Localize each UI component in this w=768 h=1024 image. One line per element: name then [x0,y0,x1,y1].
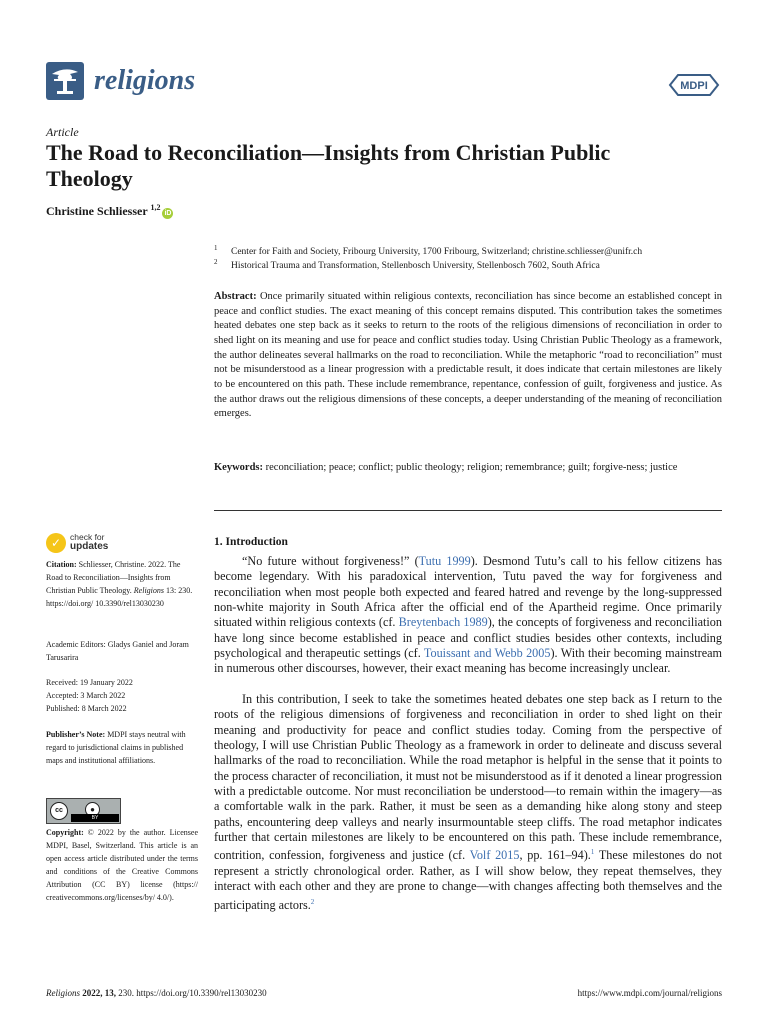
date-accepted: Accepted: 3 March 2022 [46,691,126,700]
footnote-link[interactable]: 1 [590,848,595,857]
author-name[interactable]: Christine Schliesser [46,204,148,218]
body-paragraph [214,554,722,677]
footer-doi[interactable]: 230. https://doi.org/10.3390/rel13030230 [118,988,267,998]
affiliation-text: Historical Trauma and Transformation, Stellenbosch University, Stellenbosch 7602, South Africa [231,261,600,271]
citation-link[interactable]: Touissant and Webb 2005 [423,646,551,661]
cc-by-label: BY [71,814,119,822]
body-paragraph [214,692,722,913]
keywords-text: reconciliation; peace; conflict; public theology; religion; remembrance; guilt; forgive-ness; justice [265,462,678,473]
keywords-label: Keywords: [214,462,263,473]
cc-icon: cc [50,802,68,820]
paragraph-text: ), the concepts of forgiveness and reconciliation have long since become established in peace and conflict studies besides other contexts, including psychological and therapeutic settings (cf. [214,615,722,661]
affiliation-text: Center for Faith and Society, Fribourg University, 1700 Fribourg, Switzerland; christine.schliesser@unifr.ch [231,247,643,257]
publisher-note [46,728,198,767]
journal-name: religions [94,65,196,96]
affiliation-number: 1 [214,244,218,252]
copyright-text: © 2022 by the author. Licensee MDPI, Basel, Switzerland. This article is an open access article distributed under the terms and conditions of the Creative Commons Attribution (CC BY) license (https:// creativecommons.org/licenses/by/ 4.0/). [46,828,199,902]
publisher-logo[interactable] [668,73,720,97]
citation-journal: Religions [133,586,164,595]
citation-link[interactable]: Breytenbach 1989 [398,615,488,630]
citation-text: Schliesser, Christine. 2022. The Road to Reconciliation—Insights from Christian Public Theology. [46,560,181,595]
citation-block [46,558,198,610]
publisher-name: MDPI [680,80,708,92]
date-published: Published: 8 March 2022 [46,704,127,713]
footnote-link[interactable]: 2 [310,897,315,906]
citation-doi[interactable]: 13: 230. https://doi.org/ 10.3390/rel13030230 [46,586,193,608]
copyright-label: Copyright: [46,828,84,837]
paragraph-text: These milestones do not represent a strictly chronological order. Rather, as I will show below, they repeat themselves, they interact with each other and they are prone to change—with changes affecting both themselves and the participating actors. [214,848,722,912]
check-updates-line1: check for [70,532,105,542]
footer-year-volume: 2022, 13, [82,988,116,998]
affiliation-number: 2 [214,258,218,266]
paragraph-text: , pp. 161–94). [519,848,591,863]
dove-chalice-icon [46,62,84,100]
abstract-text: Once primarily situated within religious contexts, reconciliation has since become an established concept in peace and conflict studies. The exact meaning of this concept remains disputed. This contribution takes the sometimes heated debates one step back as it seeks to return to the roots of the religious dimensions of reconciliation in order to shed light on its meaning and use for peace and conflict studies today. Using Christian Public Theology as a framework, the author delineates several hallmarks on the road to reconciliation. While the metaphoric “road to reconciliation” must not be misunderstood as a linear progression with a predictable result, it does indicate that certain milestones are likely to be encountered on this path. These include remembrance, repentance, confession of guilt, forgiveness and justice. As the author draws out the religious dimensions of these concepts, a deeper understanding of the meaning of reconciliation emerges. [214,291,723,420]
check-for-updates-button[interactable] [46,532,146,554]
check-updates-line2: updates [70,541,109,552]
citation-link[interactable]: Tutu 1999 [418,554,471,568]
footer-journal: Religions [46,988,80,998]
paragraph-text: “No future without forgiveness!” ( [242,554,419,568]
date-received: Received: 19 January 2022 [46,678,133,687]
footer-citation [46,988,267,998]
publisher-note-text: MDPI stays neutral with regard to jurisdictional claims in published maps and institutional affiliations. [46,730,186,765]
attribution-person-icon: ● [85,802,100,817]
section-heading: 1. Introduction [214,536,288,548]
page-title: The Road to Reconciliation—Insights from Christian Public Theology [46,140,611,191]
article-type: Article [46,125,79,139]
publisher-note-label: Publisher’s Note: [46,730,106,739]
cc-by-license-badge[interactable] [46,798,121,824]
footer-journal-url[interactable]: https://www.mdpi.com/journal/religions [577,988,722,998]
abstract [214,290,722,422]
author-line [46,203,173,219]
paragraph-text: In this contribution, I seek to take the sometimes heated debates one step back as I return to the roots of the religious dimensions of forgiveness and reconciliation in order to shed light on their meaning and productivity for peace and conflict studies today. Coming from the perspective of theology, I will use Christian Public Theology as a framework in order to delineate and discuss several hallmarks of the road to reconciliation. While the road metaphor is helpful in the sense that it points to the process character of reconciliation, it must not be misunderstood as if it denoted a linear progression with a predictable outcome. Nor must reconciliation be understood—to remain within the imagery—as a comfortable walk in the park. Rather, it must be seen as a demanding hike along stony and steep paths, encountering deep valleys and nearly insurmountable steep cliffs. The road metaphor indicates further that certain milestones are likely to be encountered on this path. These include remembrance, contrition, confession, forgiveness and justice (cf. [214,692,722,863]
check-updates-icon: ✓ [46,533,66,553]
section-divider [214,510,722,511]
publication-dates [46,676,198,715]
paragraph-text: ). With their becoming mainstream in numerous other discourses, however, their exact meaning has become increasingly unclear. [214,646,722,676]
citation-link[interactable]: Volf 2015 [469,848,520,863]
journal-logo[interactable] [46,62,216,102]
orcid-icon[interactable]: iD [164,210,172,217]
copyright-block [46,826,198,904]
keywords [214,461,722,476]
citation-label: Citation: [46,560,77,569]
abstract-label: Abstract: [214,291,257,302]
academic-editors: Academic Editors: Gladys Ganiel and Joram Tarusarira [46,640,189,662]
paragraph-text: ). Desmond Tutu’s call to his fellow citizens has become legendary. With his paradoxical intervention, Tutu paved the way for forgiveness and reconciliation when most people both expected and feared hatred and revenge by the long-suppressed non-white majority in South Africa after the official end of the Apartheid regime. Once primarily situated within religious contexts (cf. [214,554,722,630]
author-affiliation-marks: 1,2 [150,203,161,212]
